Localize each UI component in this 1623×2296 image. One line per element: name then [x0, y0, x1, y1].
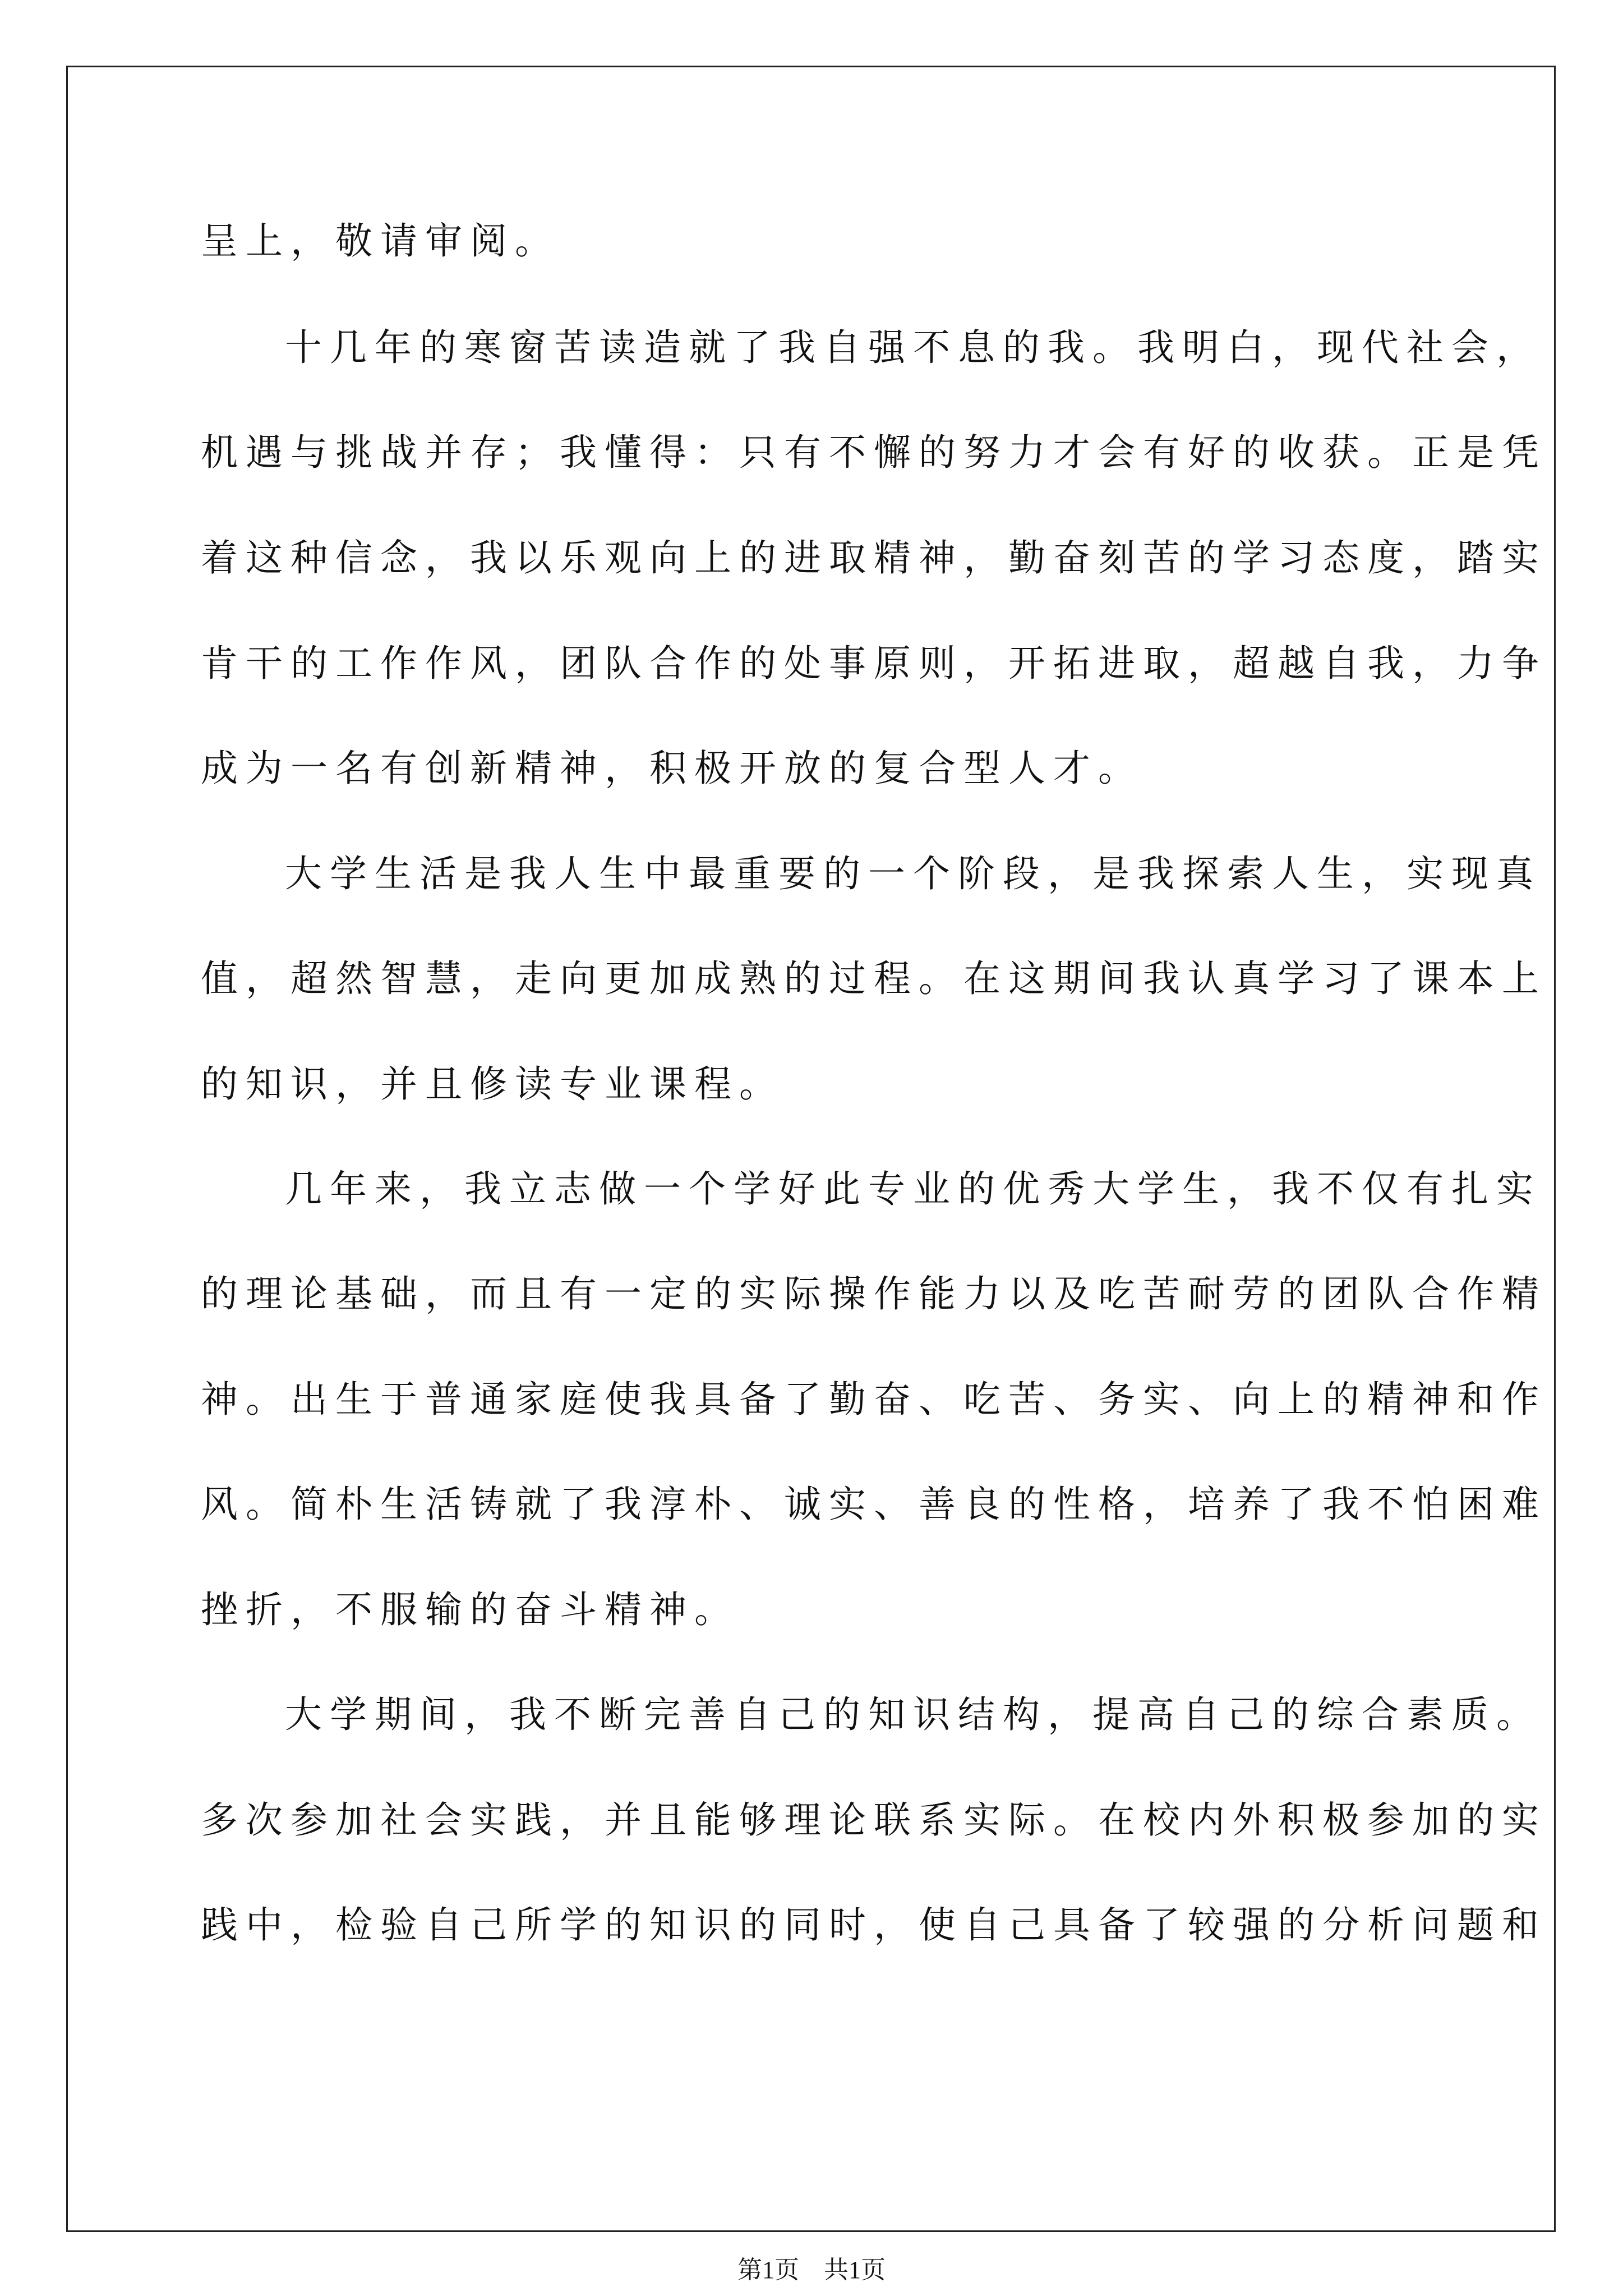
text-line: 机遇与挑战并存；我懂得：只有不懈的努力才会有好的收获。正是凭 [201, 431, 1547, 474]
text-line: 值，超然智慧，走向更加成熟的过程。在这期间我认真学习了课本上 [201, 957, 1547, 1000]
text-line: 神。出生于普通家庭使我具备了勤奋、吃苦、务实、向上的精神和作 [201, 1378, 1547, 1421]
text-line: 多次参加社会实践，并且能够理论联系实际。在校内外积极参加的实 [201, 1798, 1547, 1842]
text-line: 肯干的工作作风，团队合作的处事原则，开拓进取，超越自我，力争 [201, 642, 1547, 685]
text-line: 大学生活是我人生中最重要的一个阶段，是我探索人生，实现真 [285, 852, 1541, 895]
text-line: 几年来，我立志做一个学好此专业的优秀大学生，我不仅有扎实 [285, 1167, 1541, 1211]
text-line: 的理论基础，而且有一定的实际操作能力以及吃苦耐劳的团队合作精 [201, 1272, 1547, 1315]
text-line: 成为一名有创新精神，积极开放的复合型人才。 [201, 747, 1143, 790]
text-line: 大学期间，我不断完善自己的知识结构，提高自己的综合素质。 [285, 1693, 1541, 1736]
text-line: 十几年的寒窗苦读造就了我自强不息的我。我明白，现代社会， [285, 326, 1541, 369]
text-line: 践中，检验自己所学的知识的同时，使自己具备了较强的分析问题和 [201, 1903, 1547, 1947]
text-line: 挫折，不服输的奋斗精神。 [201, 1588, 739, 1631]
text-line: 风。简朴生活铸就了我淳朴、诚实、善良的性格，培养了我不怕困难 [201, 1483, 1547, 1526]
text-line: 呈上，敬请审阅。 [201, 219, 560, 263]
text-line: 着这种信念，我以乐观向上的进取精神，勤奋刻苦的学习态度，踏实 [201, 536, 1547, 579]
text-line: 的知识，并且修读专业课程。 [201, 1062, 784, 1106]
page-number-footer: 第1页 共1页 [737, 2256, 886, 2284]
